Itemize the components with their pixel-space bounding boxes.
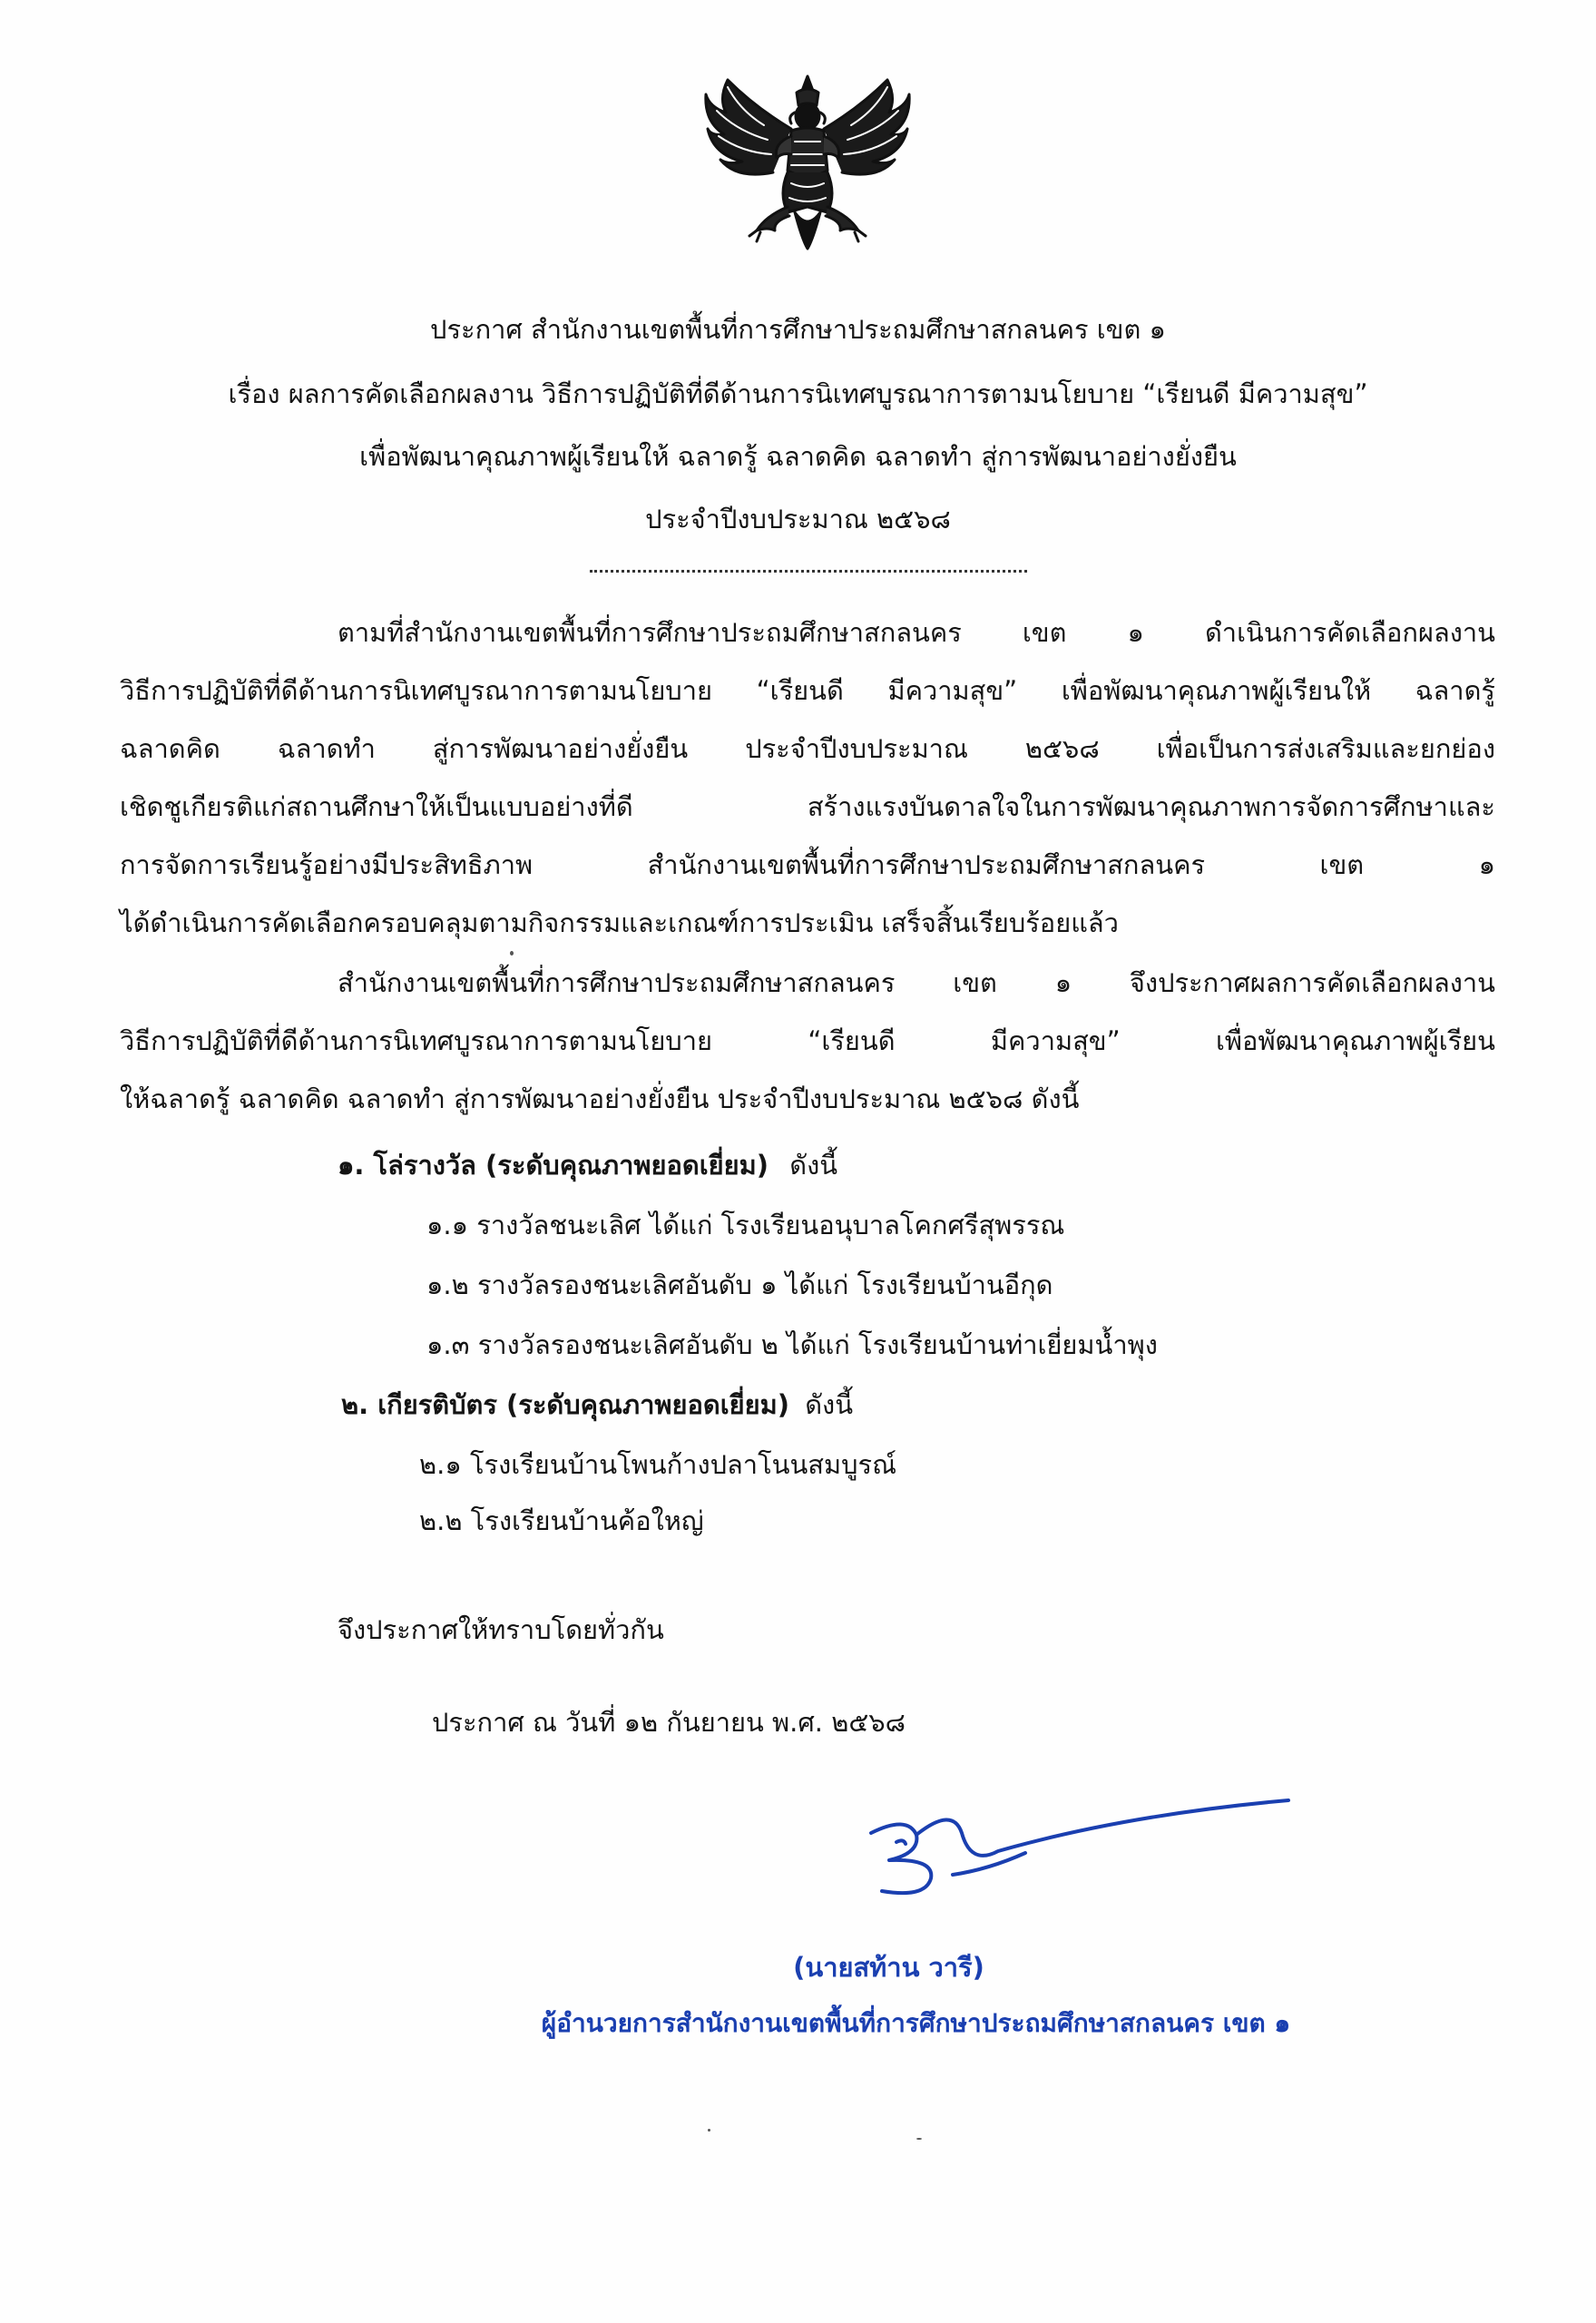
para1-line: ฉลาดคิด ฉลาดทำ สู่การพัฒนาอย่างยั่งยืน ประจำปีงบประมาณ ๒๕๖๘ เพื่อเป็นการส่งเสริมและยกย่อง <box>120 733 1495 764</box>
section1-heading-row <box>338 1147 837 1183</box>
certificate-item: ๒.๒ โรงเรียนบ้านค้อใหญ่ <box>419 1505 704 1536</box>
para1-line: ตามที่สำนักงานเขตพื้นที่การศึกษาประถมศึกษาสกลนคร เขต ๑ ดำเนินการคัดเลือกผลงาน <box>338 617 1495 648</box>
announcement-subject: เรื่อง ผลการคัดเลือกผลงาน วิธีการปฏิบัติที่ดีด้านการนิเทศบูรณาการตามนโยบาย “เรียนดี มีความสุข” <box>228 378 1368 409</box>
announcement-issuer: ประกาศ สำนักงานเขตพื้นที่การศึกษาประถมศึกษาสกลนคร เขต ๑ <box>430 314 1166 345</box>
para2-line: สำนักงานเขตพื้นที่การศึกษาประถมศึกษาสกลนคร เขต ๑ จึงประกาศผลการคัดเลือกผลงาน <box>338 967 1495 998</box>
award-item: ๑.๑ รางวัลชนะเลิศ ได้แก่ โรงเรียนอนุบาลโคกศรีสุพรรณ <box>426 1210 1065 1240</box>
section1-heading: ๑. โล่รางวัล (ระดับคุณภาพยอดเยี่ยม) <box>338 1150 769 1181</box>
para1-line: วิธีการปฏิบัติที่ดีด้านการนิเทศบูรณาการตามนโยบาย “เรียนดี มีความสุข” เพื่อพัฒนาคุณภาพผู้เรียนให้ ฉลาดรู้ <box>120 675 1495 706</box>
section1-suffix: ดังนี้ <box>789 1150 838 1181</box>
scan-speck <box>708 2129 710 2132</box>
para1-line: เชิดชูเกียรติแก่สถานศึกษาให้เป็นแบบอย่างที่ดี สร้างแรงบันดาลใจในการพัฒนาคุณภาพการจัดการศึกษาและ <box>120 791 1495 822</box>
para2-line: ให้ฉลาดรู้ ฉลาดคิด ฉลาดทำ สู่การพัฒนาอย่างยั่งยืน ประจำปีงบประมาณ ๒๕๖๘ ดังนี้ <box>120 1083 1080 1114</box>
section2-suffix: ดังนี้ <box>805 1389 854 1420</box>
scan-speck <box>510 951 514 956</box>
garuda-emblem-icon <box>700 71 915 252</box>
award-item: ๑.๓ รางวัลรองชนะเลิศอันดับ ๒ ได้แก่ โรงเรียนบ้านท่าเยี่ยมน้ำพุง <box>426 1329 1158 1360</box>
para1-line: ได้ดำเนินการคัดเลือกครอบคลุมตามกิจกรรมและเกณฑ์การประเมิน เสร็จสิ้นเรียบร้อยแล้ว <box>120 907 1119 938</box>
header-divider <box>590 570 1027 573</box>
certificate-item: ๒.๑ โรงเรียนบ้านโพนก้างปลาโนนสมบูรณ์ <box>419 1449 897 1480</box>
handwritten-signature-icon <box>853 1788 1297 1906</box>
para1-line: การจัดการเรียนรู้อย่างมีประสิทธิภาพ สำนักงานเขตพื้นที่การศึกษาประถมศึกษาสกลนคร เขต ๑ <box>120 849 1495 880</box>
announcement-date: ประกาศ ณ วันที่ ๑๒ กันยายน พ.ศ. ๒๕๖๘ <box>432 1707 906 1738</box>
announcement-fiscal-year: ประจำปีงบประมาณ ๒๕๖๘ <box>645 504 951 534</box>
signatory-name: (นายสท้าน วารี) <box>793 1952 984 1983</box>
award-item: ๑.๒ รางวัลรองชนะเลิศอันดับ ๑ ได้แก่ โรงเรียนบ้านอีกุด <box>426 1269 1053 1300</box>
section2-heading-row <box>341 1387 853 1423</box>
scan-speck <box>916 2138 922 2140</box>
para2-line: วิธีการปฏิบัติที่ดีด้านการนิเทศบูรณาการตามนโยบาย “เรียนดี มีความสุข” เพื่อพัฒนาคุณภาพผู้เรียน <box>120 1025 1495 1056</box>
signatory-position: ผู้อำนวยการสำนักงานเขตพื้นที่การศึกษาประถมศึกษาสกลนคร เขต ๑ <box>541 2008 1291 2038</box>
announcement-subject-cont: เพื่อพัฒนาคุณภาพผู้เรียนให้ ฉลาดรู้ ฉลาดคิด ฉลาดทำ สู่การพัฒนาอย่างยั่งยืน <box>359 441 1237 472</box>
closing-statement: จึงประกาศให้ทราบโดยทั่วกัน <box>338 1614 664 1645</box>
section2-heading: ๒. เกียรติบัตร (ระดับคุณภาพยอดเยี่ยม) <box>341 1389 789 1420</box>
